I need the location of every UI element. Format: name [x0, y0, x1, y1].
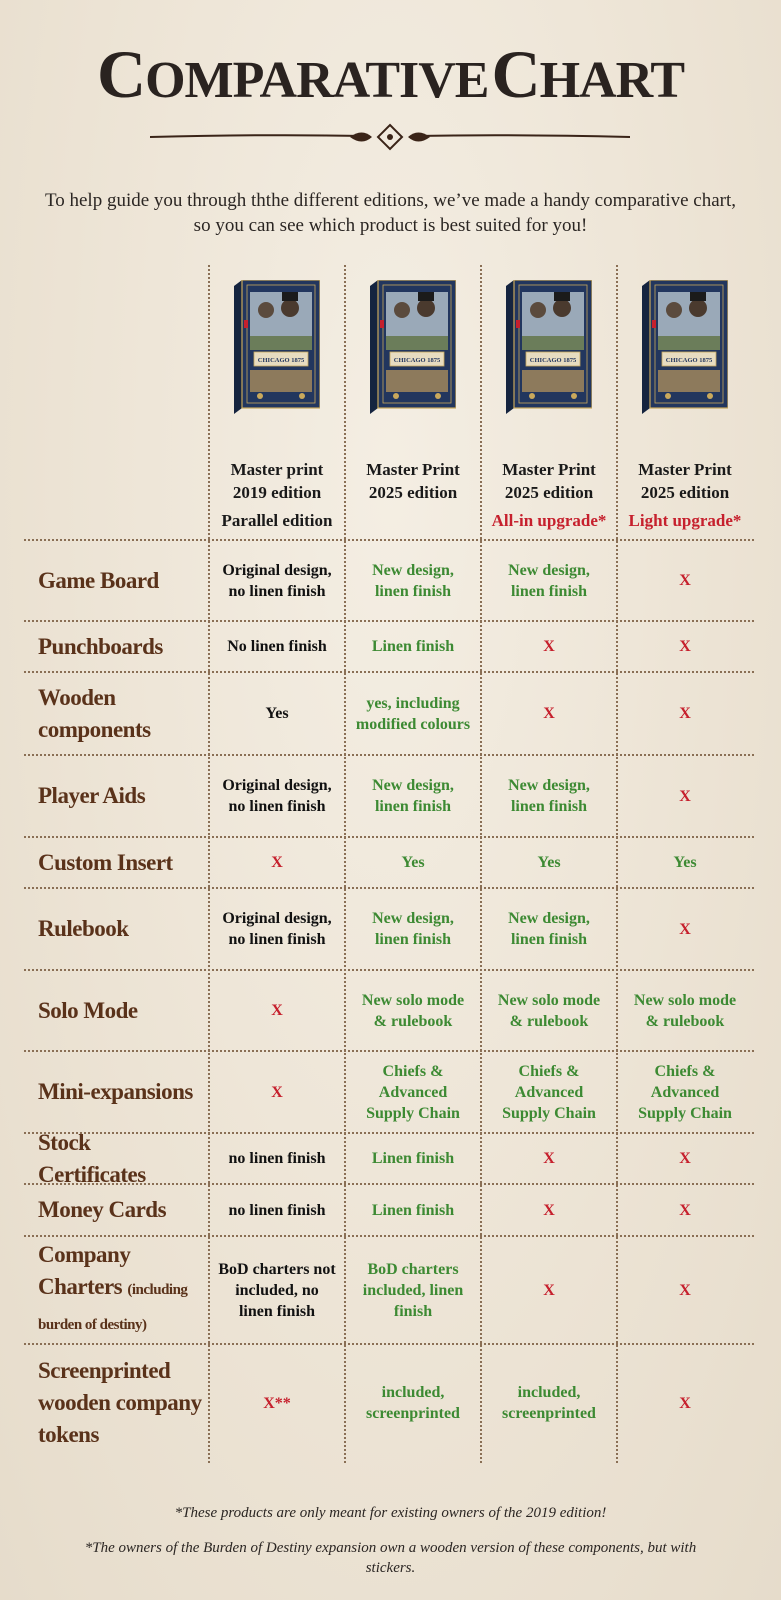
table-cell: BoD charters included, linen finish	[362, 1260, 464, 1320]
row-label: Mini-expansions	[38, 1079, 193, 1104]
column-header: Master Print 2025 edition	[366, 460, 460, 502]
row-label: Stock Certificates	[38, 1129, 146, 1187]
box-title: CHICAGO 1875	[393, 357, 441, 364]
table-cell: Linen finish	[371, 638, 455, 655]
table-cell: no linen finish	[228, 1201, 326, 1219]
table-cell: New design, linen finish	[372, 910, 454, 948]
table-cell: X	[271, 1083, 283, 1101]
box-title: CHICAGO 1875	[665, 357, 713, 364]
table-cell: X**	[263, 1394, 291, 1412]
page-title: COMPARATIVE CHART	[96, 36, 685, 112]
row-label: Wooden components	[38, 684, 151, 742]
row-label: Player Aids	[38, 783, 146, 808]
table-cell: X	[679, 1281, 691, 1299]
row-label: Punchboards	[38, 633, 163, 659]
row-label: Solo Mode	[38, 997, 138, 1023]
table-cell: X	[679, 638, 691, 655]
table-cell: Chiefs & Advanced Supply Chain	[638, 1062, 732, 1122]
column-divider	[344, 265, 346, 1463]
game-box-image	[370, 280, 456, 414]
row-label: Screenprinted wooden company tokens	[38, 1358, 202, 1447]
box-title: CHICAGO 1875	[257, 357, 305, 364]
table-cell: X	[271, 854, 283, 871]
table-cell: New design, linen finish	[508, 777, 590, 815]
column-header: Master Print 2025 edition All-in upgrade*	[491, 460, 607, 530]
game-box-image	[506, 280, 592, 414]
table-cell: New solo mode & rulebook	[361, 991, 465, 1030]
column-divider	[208, 265, 210, 1463]
row-label-note: (including burden of destiny)	[38, 1282, 188, 1333]
row-label: Company Charters (including burden of destiny)	[38, 1242, 188, 1333]
column-divider	[616, 265, 618, 1463]
game-box-image	[234, 280, 320, 414]
table-cell: X	[679, 705, 691, 722]
table-cell: X	[543, 1150, 555, 1167]
table-cell: included, screenprinted	[502, 1384, 596, 1422]
table-cell: included, screenprinted	[366, 1384, 460, 1422]
title-ornament	[150, 122, 630, 152]
row-label: Custom Insert	[38, 849, 173, 875]
table-cell: no linen finish	[228, 1150, 326, 1167]
table-cell: X	[543, 1281, 555, 1299]
table-cell: New design, linen finish	[372, 561, 454, 600]
footnote: *These products are only meant for existing owners of the 2019 edition!	[174, 1505, 607, 1521]
table-cell: X	[543, 705, 555, 722]
table-cell: New design, linen finish	[372, 777, 454, 815]
table-cell: X	[543, 1201, 555, 1219]
table-cell: New solo mode & rulebook	[497, 991, 601, 1030]
game-box-image	[642, 280, 728, 414]
intro-text: To help guide you through ththe different editions, we’ve made a handy comparative chart, so you can see which product is best suited for you!	[44, 190, 737, 236]
row-label: Game Board	[38, 567, 159, 593]
table-cell: X	[271, 1002, 283, 1019]
table-cell: BoD charters not included, no linen finish	[218, 1260, 336, 1320]
table-cell: X	[679, 920, 691, 938]
table-cell: X	[679, 572, 691, 589]
table-cell: New design, linen finish	[508, 910, 590, 948]
footnote: *The owners of the Burden of Destiny expansion own a wooden version of these components, but with stickers.	[84, 1540, 697, 1576]
table-cell: X	[679, 1394, 691, 1412]
column-header: Master print 2019 edition Parallel edition	[221, 460, 333, 530]
table-cell: New solo mode & rulebook	[633, 991, 737, 1030]
box-title: CHICAGO 1875	[529, 357, 577, 364]
table-cell: Yes	[401, 854, 425, 871]
table-cell: yes, including modified colours	[355, 694, 471, 733]
table-cell: New design, linen finish	[508, 561, 590, 600]
table-cell: Yes	[673, 854, 697, 871]
column-divider	[480, 265, 482, 1463]
table-cell: X	[679, 1150, 691, 1167]
table-cell: Chiefs & Advanced Supply Chain	[502, 1062, 596, 1122]
row-label: Money Cards	[38, 1197, 167, 1222]
table-cell: Original design, no linen finish	[222, 777, 332, 815]
table-cell: X	[679, 1201, 691, 1219]
table-cell: Linen finish	[371, 1201, 455, 1219]
table-cell: No linen finish	[227, 638, 327, 655]
table-cell: Yes	[265, 705, 289, 722]
row-label: Rulebook	[38, 916, 129, 941]
table-cell: X	[679, 787, 691, 805]
column-header: Master Print 2025 edition Light upgrade*	[628, 460, 742, 530]
table-cell: Original design, no linen finish	[222, 910, 332, 948]
table-cell: Original design, no linen finish	[222, 561, 332, 600]
table-cell: Chiefs & Advanced Supply Chain	[366, 1062, 460, 1122]
table-cell: Yes	[537, 854, 561, 871]
table-cell: X	[543, 638, 555, 655]
table-cell: Linen finish	[371, 1150, 455, 1167]
